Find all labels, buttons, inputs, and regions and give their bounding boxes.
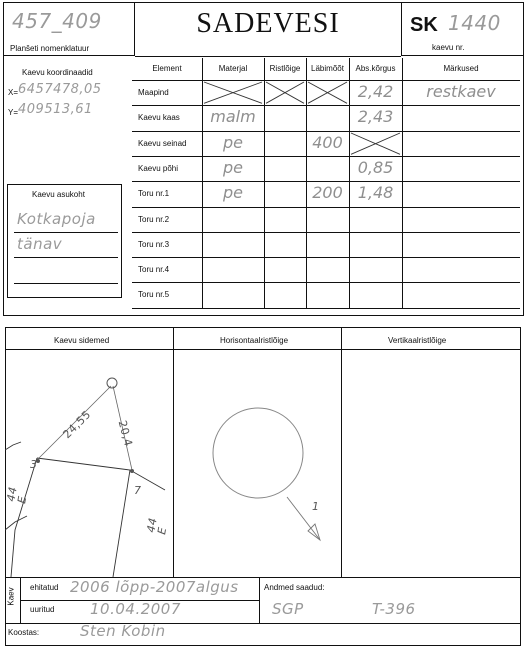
tie-distance-1: 24,55 — [60, 407, 94, 442]
table-header: Element — [152, 64, 182, 73]
horizontal-section-sketch — [174, 350, 340, 577]
location-label: Kaevu asukoht — [32, 190, 85, 199]
well-number-label: kaevu nr. — [432, 43, 465, 52]
table-cell-abs: 2,43 — [357, 107, 394, 127]
location-rule-3 — [14, 283, 118, 284]
x-label: X= — [8, 88, 19, 97]
table-cell-abs: 1,48 — [357, 183, 394, 203]
table-bottom-line — [132, 308, 520, 309]
table-cell-labimoot: 400 — [312, 132, 343, 152]
house-right-label: 44 E — [144, 516, 170, 536]
table-row-label: Maapind — [138, 88, 169, 97]
table-header: Märkused — [443, 64, 479, 73]
table-row-label: Toru nr.2 — [138, 214, 170, 224]
data-source-label: Andmed saadud: — [264, 583, 325, 592]
crossed-cell — [306, 80, 349, 105]
table-row-label: Kaevu kaas — [138, 113, 180, 123]
measured-value: 10.04.2007 — [90, 600, 181, 618]
table-header: Ristlõige — [269, 64, 301, 73]
table-cell-abs: 0,85 — [357, 157, 394, 177]
table-row-line — [132, 181, 520, 182]
house-left-label: 44 E — [4, 485, 30, 505]
section-divider-2 — [341, 327, 342, 577]
title-underline — [135, 56, 401, 57]
table-row-label: Toru nr.1 — [138, 189, 170, 199]
street-edge-left — [5, 442, 21, 450]
crossed-cell — [349, 131, 402, 156]
plansheet-number: 457_409 — [12, 9, 102, 33]
table-row-line — [132, 257, 520, 258]
location-line1: Kotkapoja — [17, 210, 96, 228]
point-7-marker — [130, 469, 134, 473]
page-title: SADEVESI — [196, 8, 340, 39]
table-row-line — [132, 131, 520, 132]
building-line-mid — [37, 458, 165, 490]
table-header: Materjal — [218, 64, 248, 73]
well-side-label: Kaev — [6, 587, 16, 606]
built-value: 2006 lõpp-2007algus — [70, 578, 239, 596]
table-cell-labimoot: 200 — [312, 183, 343, 203]
table-cell-abs: 2,42 — [357, 82, 394, 101]
element-table — [132, 58, 520, 308]
table-header: Läbimõõt — [311, 64, 344, 73]
y-value: 409513,61 — [18, 102, 93, 117]
data-source-value-2: T-396 — [372, 600, 416, 618]
point-7-label: 7 — [134, 484, 142, 497]
location-rule-1 — [14, 232, 118, 233]
location-line2: tänav — [17, 235, 63, 253]
tie-distance-2: 20,4 — [115, 419, 135, 448]
table-row-line — [132, 207, 520, 208]
table-row-label: Toru nr.4 — [138, 265, 170, 275]
table-row-label: Kaevu seinad — [138, 138, 187, 148]
footer-side-divider — [20, 577, 21, 623]
table-cell-materjal: malm — [210, 107, 256, 127]
table-cell-materjal: pe — [223, 132, 243, 152]
compiled-value: Sten Kobin — [80, 622, 166, 640]
table-row-label: Kaevu põhi — [138, 163, 179, 173]
vertical-label: Vertikaalristlõige — [388, 336, 447, 345]
measured-label: uuritud — [30, 605, 55, 614]
x-value: 6457478,05 — [18, 82, 102, 97]
well-symbol — [107, 378, 117, 388]
table-cell-materjal: pe — [223, 183, 243, 203]
sk-prefix: SK — [410, 14, 438, 36]
table-row-line — [132, 156, 520, 157]
table-header: Abs.kõrgus — [355, 64, 396, 73]
y-label: Y= — [8, 108, 19, 117]
footer-data-divider — [259, 577, 260, 623]
ties-label: Kaevu sidemed — [54, 336, 110, 345]
building-line-right — [113, 470, 130, 577]
table-row-label: Toru nr.3 — [138, 239, 170, 249]
horizontal-label: Horisontaalristlõige — [220, 336, 289, 345]
well-cross-section — [213, 408, 303, 498]
location-rule-2 — [14, 257, 118, 258]
crossed-cell — [202, 80, 264, 105]
plansheet-label: Planšeti nomenklatuur — [10, 44, 90, 53]
table-row-line — [132, 282, 520, 283]
data-source-value-1: SGP — [272, 600, 304, 618]
coordinates-label: Kaevu koordinaadid — [22, 68, 93, 77]
table-cell-markused: restkaev — [426, 82, 496, 101]
table-cell-materjal: pe — [223, 157, 243, 177]
table-row-line — [132, 105, 520, 106]
crossed-cell — [264, 80, 306, 105]
built-label: ehitatud — [30, 583, 59, 592]
table-row-line — [132, 232, 520, 233]
well-number: 1440 — [448, 11, 501, 35]
table-row-label: Toru nr.5 — [138, 290, 170, 300]
point-3-label: 3 — [30, 458, 38, 471]
pipe-1-label: 1 — [312, 500, 320, 513]
compiled-label: Koostas: — [8, 628, 40, 637]
